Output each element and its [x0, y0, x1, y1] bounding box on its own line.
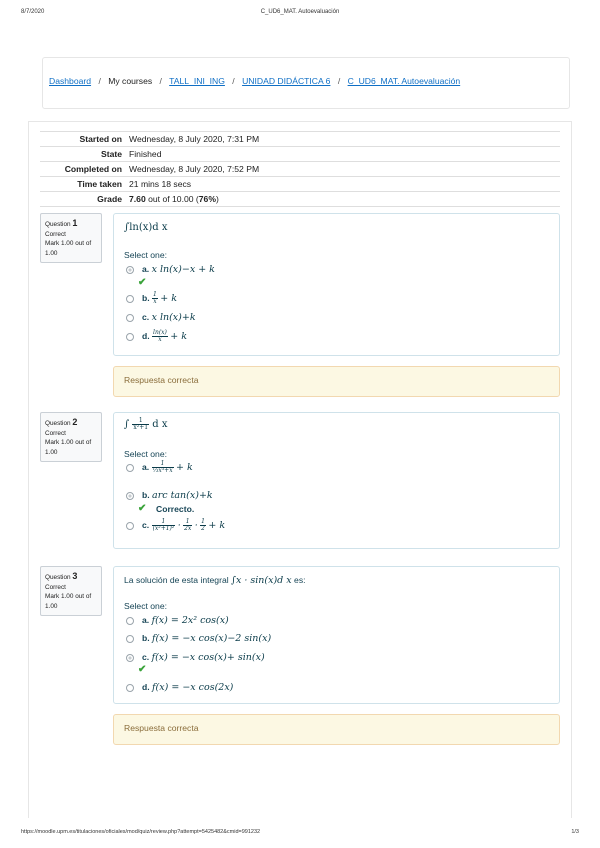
question-text-suffix: es:	[291, 575, 306, 585]
option-letter: d.	[142, 682, 150, 692]
radio-button[interactable]	[126, 266, 134, 274]
print-title: C_UD6_MAT. Autoevaluación	[260, 9, 340, 15]
differential: d x	[152, 419, 168, 430]
option-b[interactable]	[126, 490, 213, 501]
radio-button[interactable]	[126, 333, 134, 341]
fraction-numerator: ln(x)	[153, 329, 167, 336]
breadcrumb-unit[interactable]: UNIDAD DIDÁCTICA 6	[242, 76, 331, 86]
question-status: Correct	[45, 430, 66, 438]
fraction	[200, 519, 206, 532]
option-math: f(x) = −x cos(2x)	[152, 682, 234, 693]
option-math: f(x) = 2x² cos(x)	[151, 615, 229, 626]
breadcrumb	[42, 57, 570, 109]
fraction-denominator: (x²+1)²	[152, 525, 175, 532]
fraction	[152, 330, 168, 343]
question-2-info	[40, 412, 102, 462]
option-d[interactable]	[126, 330, 187, 343]
fraction-numerator: 1	[152, 461, 174, 468]
option-letter: d.	[142, 330, 150, 341]
fraction-numerator: 1	[201, 518, 205, 525]
grade-score: 7.60	[129, 194, 146, 204]
fraction	[152, 292, 158, 305]
option-a[interactable]	[126, 264, 215, 275]
question-1-info	[40, 213, 102, 263]
grade-percent: 76%	[198, 194, 216, 204]
time-value: 21 mins 18 secs	[129, 177, 560, 192]
question-number: 3	[72, 571, 78, 581]
fraction-denominator: x	[158, 336, 162, 343]
option-math: arc tan(x)+k	[152, 490, 213, 501]
question-mark: Mark 1.00 out of 1.00	[45, 240, 92, 257]
question-1-content	[113, 213, 560, 356]
option-letter: c.	[142, 652, 150, 662]
radio-button[interactable]	[126, 492, 134, 500]
question-text	[124, 575, 306, 586]
fraction-denominator: 2x	[184, 525, 192, 532]
option-b[interactable]	[126, 633, 271, 644]
radio-button[interactable]	[126, 314, 134, 322]
print-url: https://moodle.upm.es/titulaciones/oficiales/mod/quiz/review.php?attempt=5425482&cmid=991232	[21, 829, 261, 835]
question-status: Correct	[45, 231, 66, 239]
breadcrumb-separator: /	[159, 76, 162, 86]
option-c[interactable]	[126, 519, 225, 532]
radio-button[interactable]	[126, 654, 134, 662]
fraction-denominator: 2	[201, 525, 205, 532]
question-number: 2	[72, 417, 78, 427]
option-letter: b.	[142, 490, 150, 500]
breadcrumb-course[interactable]: TALL_INI_ING	[169, 76, 225, 86]
option-c[interactable]	[126, 312, 196, 323]
correct-message: Correcto.	[156, 504, 195, 514]
summary-row	[40, 162, 560, 177]
option-math: f(x) = −x cos(x)−2 sin(x)	[152, 633, 272, 644]
breadcrumb-dashboard[interactable]: Dashboard	[49, 76, 92, 86]
feedback-box: Respuesta correcta	[113, 366, 560, 397]
option-math: + k	[175, 461, 193, 473]
question-label: Question	[45, 574, 71, 581]
option-letter: c.	[142, 519, 150, 530]
started-value: Wednesday, 8 July 2020, 7:31 PM	[129, 132, 560, 147]
print-date: 8/7/2020	[21, 9, 45, 15]
check-icon: ✔	[138, 503, 147, 514]
question-status: Correct	[45, 584, 66, 592]
fraction-numerator: 1	[183, 519, 192, 526]
grade-mid: out of 10.00 (	[145, 194, 199, 204]
option-math: + k	[170, 330, 188, 342]
integral-sign: ∫	[124, 419, 130, 430]
question-label: Question	[45, 420, 71, 427]
grade-end: )	[215, 194, 219, 204]
radio-button[interactable]	[126, 522, 134, 530]
summary-row	[40, 147, 560, 162]
option-letter: c.	[142, 312, 150, 322]
state-label: State	[40, 147, 129, 162]
started-label: Started on	[40, 132, 129, 147]
fraction	[132, 418, 149, 431]
question-text-prefix: La solución de esta integral	[124, 575, 232, 585]
breadcrumb-separator: /	[232, 76, 235, 86]
option-a[interactable]	[126, 615, 229, 626]
option-math: f(x) = −x cos(x)+ sin(x)	[151, 652, 265, 663]
select-one-label: Select one:	[124, 250, 167, 260]
question-3-info	[40, 566, 102, 616]
option-letter: a.	[142, 615, 150, 625]
time-label: Time taken	[40, 177, 129, 192]
question-text	[124, 418, 167, 431]
option-letter: b.	[142, 292, 150, 303]
radio-button[interactable]	[126, 295, 134, 303]
option-math: x ln(x)−x + k	[151, 264, 215, 275]
check-icon: ✔	[138, 664, 147, 675]
fraction-numerator: 1	[152, 519, 176, 526]
question-text: ∫ln(x)d x	[124, 222, 168, 233]
summary-row	[40, 192, 560, 207]
state-value: Finished	[129, 147, 560, 162]
option-b[interactable]	[126, 292, 177, 305]
breadcrumb-separator: /	[337, 76, 341, 86]
breadcrumb-my-courses: My courses	[108, 76, 153, 86]
grade-value	[129, 192, 560, 207]
question-number: 1	[72, 218, 78, 228]
select-one-label: Select one:	[124, 449, 167, 459]
radio-button[interactable]	[126, 684, 134, 692]
question-2-content	[113, 412, 560, 549]
feedback-box: Respuesta correcta	[113, 714, 560, 745]
question-3-content	[113, 566, 560, 704]
radio-button[interactable]	[126, 464, 134, 472]
dot-operator: ·	[194, 519, 198, 531]
completed-value: Wednesday, 8 July 2020, 7:52 PM	[129, 162, 560, 177]
radio-button[interactable]	[126, 617, 134, 625]
fraction-denominator: x²+1	[133, 424, 149, 431]
fraction-denominator: x	[153, 298, 157, 305]
fraction-denominator: ⅓x³+x	[152, 467, 173, 474]
dot-operator: ·	[177, 519, 181, 531]
select-one-label: Select one:	[124, 601, 167, 611]
option-letter: b.	[142, 633, 150, 643]
fraction-numerator: 1	[153, 291, 157, 298]
question-mark: Mark 1.00 out of 1.00	[45, 439, 92, 456]
summary-row	[40, 177, 560, 192]
grade-label: Grade	[40, 192, 129, 207]
completed-label: Completed on	[40, 162, 129, 177]
fraction-numerator: 1	[132, 418, 149, 425]
fraction	[152, 461, 174, 474]
option-math: x ln(x)+k	[151, 312, 196, 323]
question-mark: Mark 1.00 out of 1.00	[45, 593, 92, 610]
option-math: + k	[208, 519, 226, 531]
radio-button[interactable]	[126, 635, 134, 643]
summary-row	[40, 132, 560, 147]
breadcrumb-separator: /	[98, 76, 101, 86]
question-text-math: ∫x · sin(x)d x	[231, 575, 292, 586]
print-footer	[21, 829, 579, 835]
option-a[interactable]	[126, 461, 193, 474]
option-letter: a.	[142, 264, 150, 274]
fraction	[152, 519, 176, 532]
attempt-summary	[40, 131, 560, 207]
option-math: + k	[160, 292, 177, 304]
breadcrumb-quiz[interactable]: C_UD6_MAT. Autoevaluación	[347, 76, 461, 86]
fraction	[183, 519, 192, 532]
question-label: Question	[45, 221, 71, 228]
option-c[interactable]	[126, 652, 265, 663]
option-d[interactable]	[126, 682, 233, 693]
check-icon: ✔	[138, 277, 147, 288]
print-page-number: 1/3	[571, 829, 579, 835]
option-letter: a.	[142, 461, 150, 472]
